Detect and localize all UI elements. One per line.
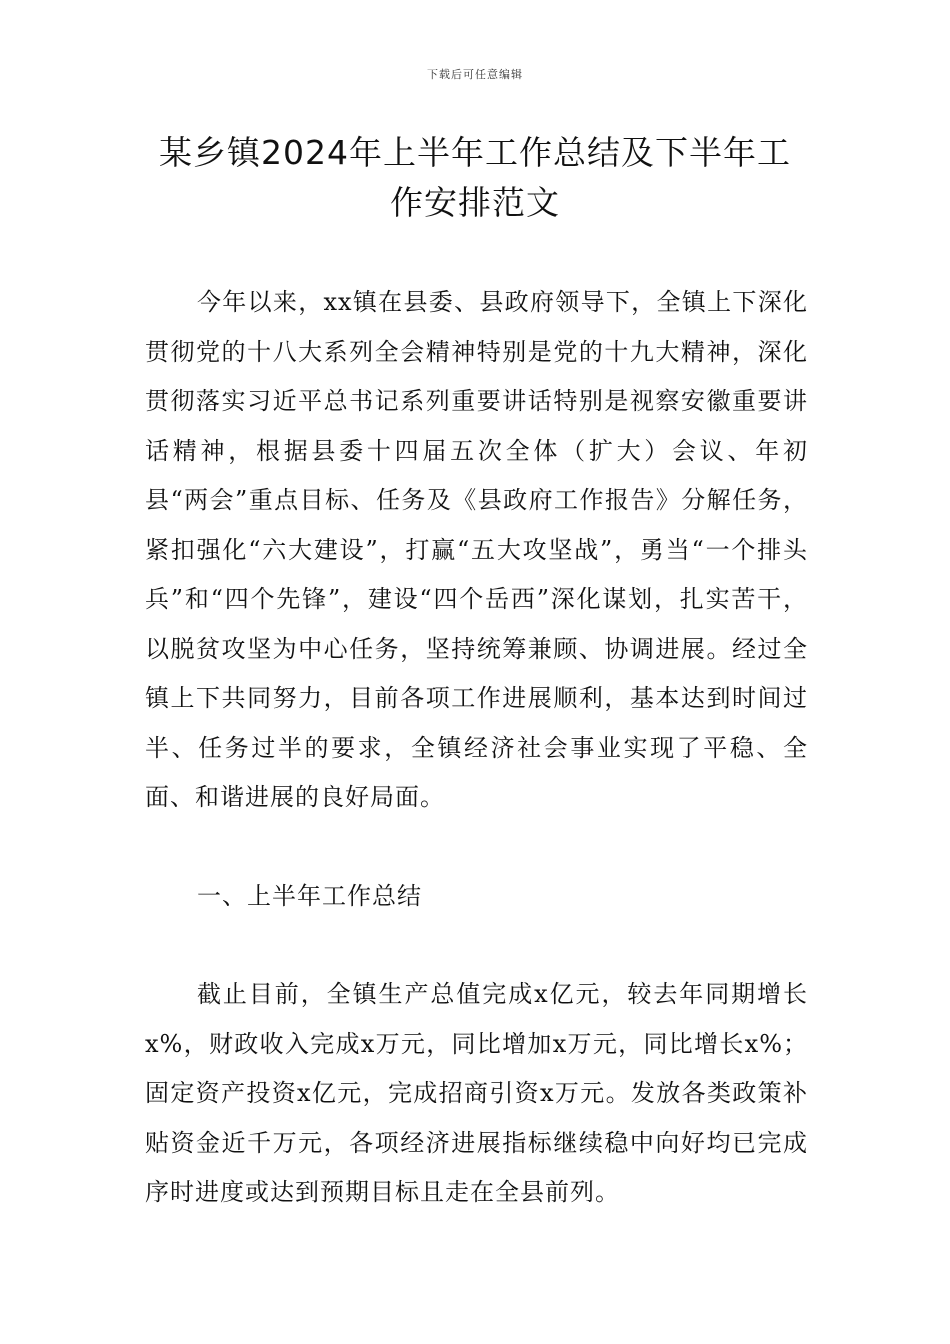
- header-note: 下载后可任意编辑: [427, 68, 523, 81]
- title-line-2: 作安排范文: [390, 183, 560, 222]
- summary-paragraph: 截止目前，全镇生产总值完成x亿元，较去年同期增长x%，财政收入完成x万元，同比增加x万元，同比增长x%；固定资产投资x亿元，完成招商引资x万元。发放各类政策补贴资金近千万元，各项经济进展指标继续稳中向好均已完成序时进度或达到预期目标且走在全县前列。: [145, 980, 808, 1206]
- intro-paragraph: 今年以来，xx镇在县委、县政府领导下，全镇上下深化贯彻党的十八大系列全会精神特别是党的十九大精神，深化贯彻落实习近平总书记系列重要讲话特别是视察安徽重要讲话精神，根据县委十四届五次全体（扩大）会议、年初县“两会”重点目标、任务及《县政府工作报告》分解任务，紧扣强化“六大建设”，打赢“五大攻坚战”，勇当“一个排头兵”和“四个先锋”，建设“四个岳西”深化谋划，扎实苦干，以脱贫攻坚为中心任务，坚持统筹兼顾、协调进展。经过全镇上下共同努力，目前各项工作进展顺利，基本达到时间过半、任务过半的要求，全镇经济社会事业实现了平稳、全面、和谐进展的良好局面。: [145, 288, 808, 811]
- title-line-1: 某乡镇2024年上半年工作总结及下半年工: [159, 133, 791, 172]
- document-title: [120, 128, 830, 228]
- section-heading: 一、上半年工作总结: [197, 882, 422, 910]
